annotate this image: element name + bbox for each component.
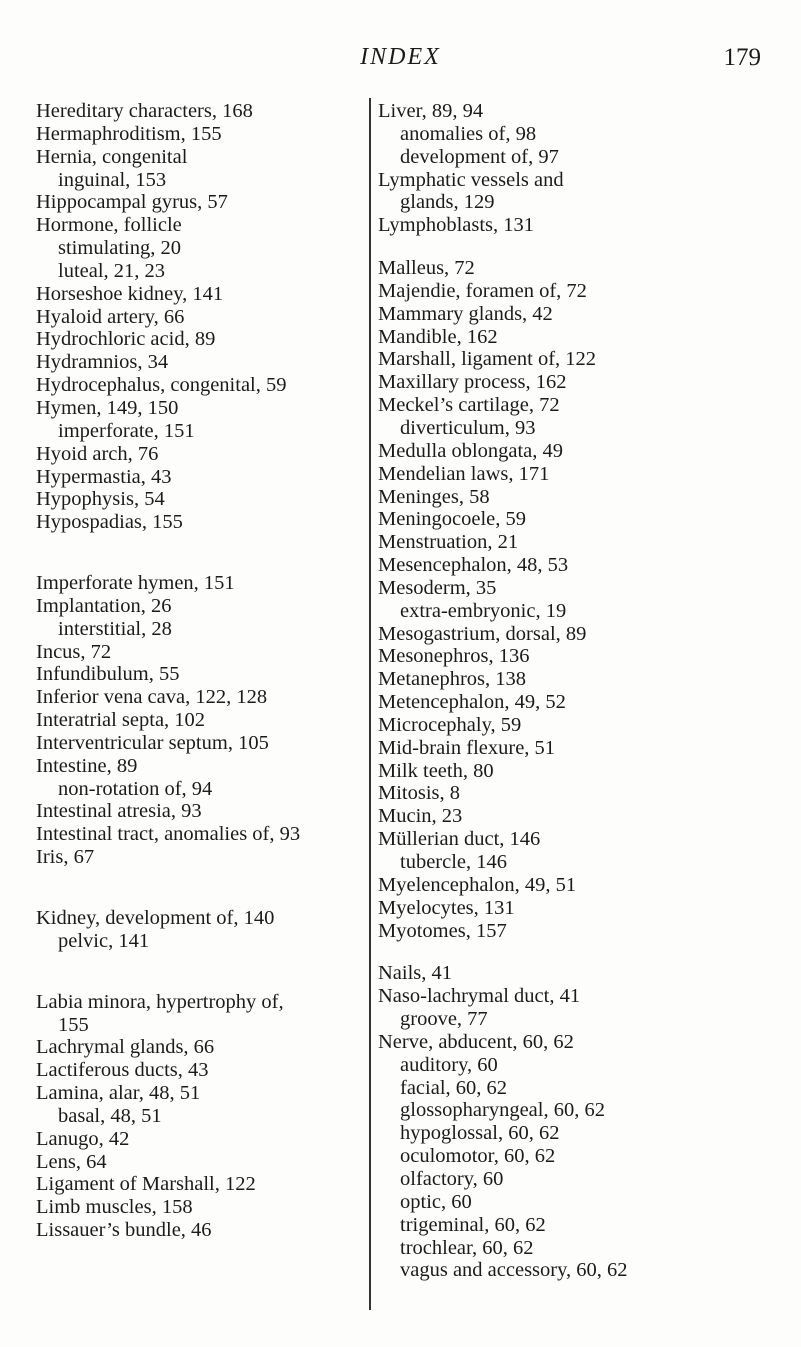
index-entry: Lymphatic vessels and	[378, 168, 564, 191]
index-subentry: luteal, 21, 23	[58, 259, 166, 282]
index-entry: Metencephalon, 49, 52	[378, 691, 566, 714]
index-entry: Intestine, 89	[36, 754, 138, 777]
index-entry: Interatrial septa, 102	[36, 709, 206, 732]
index-entry: Mammary glands, 42	[378, 302, 553, 325]
index-subentry: auditory, 60	[400, 1053, 498, 1076]
index-entry: Myelencephalon, 49, 51	[378, 873, 577, 896]
index-entry: Mitosis, 8	[378, 782, 461, 805]
index-entry: Hyaloid artery, 66	[36, 305, 185, 328]
index-entry: Lymphoblasts, 131	[378, 214, 535, 237]
index-entry: Meckel’s cartilage, 72	[378, 394, 560, 417]
index-entry: Mucin, 23	[378, 805, 463, 828]
index-entry: Mid-brain flexure, 51	[378, 736, 556, 759]
index-subentry: development of, 97	[400, 145, 559, 168]
index-entry: Microcephaly, 59	[378, 713, 522, 736]
index-subentry: basal, 48, 51	[58, 1104, 162, 1127]
index-subentry: olfactory, 60	[400, 1167, 504, 1190]
index-entry: Marshall, ligament of, 122	[378, 348, 597, 371]
index-entry: Lactiferous ducts, 43	[36, 1059, 209, 1082]
index-entry: Lachrymal glands, 66	[36, 1036, 215, 1059]
index-subentry: glossopharyngeal, 60, 62	[400, 1099, 605, 1122]
index-entry: Nails, 41	[378, 962, 453, 985]
index-entry: Myotomes, 157	[378, 919, 507, 942]
index-entry: Mesogastrium, dorsal, 89	[378, 622, 587, 645]
section-gap	[378, 237, 778, 257]
index-entry: Mendelian laws, 171	[378, 462, 550, 485]
index-entry: Nerve, abducent, 60, 62	[378, 1030, 574, 1053]
index-entry: Intestinal tract, anomalies of, 93	[36, 823, 301, 846]
index-entry: Incus, 72	[36, 640, 112, 663]
index-entry: Lanugo, 42	[36, 1127, 130, 1150]
index-entry: Müllerian duct, 146	[378, 828, 541, 851]
section-gap	[378, 942, 778, 962]
index-entry: Mandible, 162	[378, 325, 498, 348]
index-entry: Horseshoe kidney, 141	[36, 282, 224, 305]
index-entry: Iris, 67	[36, 846, 95, 869]
index-entry: Medulla oblongata, 49	[378, 439, 564, 462]
section-gap	[36, 869, 366, 907]
index-entry: Meningocoele, 59	[378, 508, 527, 531]
index-entry: Metanephros, 138	[378, 668, 527, 691]
index-entry: Milk teeth, 80	[378, 759, 494, 782]
index-subentry: facial, 60, 62	[400, 1076, 508, 1099]
index-entry: Majendie, foramen of, 72	[378, 279, 587, 302]
index-entry: Hyoid arch, 76	[36, 442, 159, 465]
index-subentry: pelvic, 141	[58, 929, 150, 952]
index-entry: Hermaphroditism, 155	[36, 122, 222, 145]
index-entry: Hydramnios, 34	[36, 351, 169, 374]
index-subentry: tubercle, 146	[400, 851, 508, 873]
index-entry: Liver, 89, 94	[378, 100, 484, 122]
index-entry: Hereditary characters, 168	[36, 100, 253, 122]
index-entry: Ligament of Marshall, 122	[36, 1173, 256, 1196]
page-title: INDEX	[360, 44, 441, 70]
index-subentry: glands, 129	[400, 191, 495, 214]
index-entry: Inferior vena cava, 122, 128	[36, 686, 268, 709]
index-entry: Lens, 64	[36, 1150, 107, 1173]
index-subentry: extra-embryonic, 19	[400, 599, 567, 622]
index-entry: Lissauer’s bundle, 46	[36, 1219, 212, 1242]
page-number: 179	[723, 44, 761, 71]
index-subentry: stimulating, 20	[58, 237, 181, 260]
index-subentry: hypoglossal, 60, 62	[400, 1122, 560, 1145]
index-entry: Kidney, development of, 140	[36, 907, 275, 929]
index-entry: Naso-lachrymal duct, 41	[378, 985, 581, 1008]
index-entry: Hymen, 149, 150	[36, 396, 179, 419]
index-subentry: vagus and accessory, 60, 62	[400, 1259, 628, 1282]
index-entry: Intestinal atresia, 93	[36, 800, 202, 823]
index-subentry: non-rotation of, 94	[58, 777, 213, 800]
index-entry: Mesencephalon, 48, 53	[378, 554, 569, 577]
index-subentry: groove, 77	[400, 1008, 488, 1031]
index-subentry: anomalies of, 98	[400, 122, 537, 145]
index-entry: Limb muscles, 158	[36, 1196, 193, 1219]
index-entry: Hydrocephalus, congenital, 59	[36, 374, 287, 397]
section-gap	[36, 953, 366, 991]
index-entry: Infundibulum, 55	[36, 663, 180, 686]
index-entry: Malleus, 72	[378, 257, 475, 280]
index-entry: Myelocytes, 131	[378, 896, 515, 919]
index-subentry: imperforate, 151	[58, 419, 195, 442]
index-entry: Mesonephros, 136	[378, 645, 530, 668]
column-divider	[369, 98, 371, 1310]
index-entry: Hypermastia, 43	[36, 465, 172, 488]
section-gap	[36, 534, 366, 572]
index-entry: Menstruation, 21	[378, 531, 519, 554]
index-subentry: optic, 60	[400, 1190, 472, 1213]
index-entry: Maxillary process, 162	[378, 371, 567, 394]
index-subentry: trochlear, 60, 62	[400, 1236, 534, 1259]
index-subentry: interstitial, 28	[58, 617, 172, 640]
index-subentry: trigeminal, 60, 62	[400, 1213, 546, 1236]
index-entry: Hippocampal gyrus, 57	[36, 191, 228, 214]
index-entry: Lamina, alar, 48, 51	[36, 1082, 201, 1105]
index-column-right	[378, 100, 778, 1282]
index-entry: Hydrochloric acid, 89	[36, 328, 216, 351]
index-column-left	[36, 100, 366, 1242]
index-subentry: 155	[58, 1013, 89, 1036]
index-subentry: inguinal, 153	[58, 168, 167, 191]
index-entry: Hernia, congenital	[36, 145, 188, 168]
index-entry: Hormone, follicle	[36, 214, 182, 237]
index-entry: Meninges, 58	[378, 485, 490, 508]
index-subentry: diverticulum, 93	[400, 416, 536, 439]
index-entry: Imperforate hymen, 151	[36, 572, 235, 595]
index-entry: Hypospadias, 155	[36, 511, 183, 534]
index-entry: Labia minora, hypertrophy of,	[36, 990, 284, 1013]
index-entry: Interventricular septum, 105	[36, 731, 269, 754]
index-subentry: oculomotor, 60, 62	[400, 1145, 556, 1168]
index-entry: Hypophysis, 54	[36, 488, 165, 511]
index-entry: Implantation, 26	[36, 594, 172, 617]
index-entry: Mesoderm, 35	[378, 576, 497, 599]
page-header	[0, 44, 801, 84]
